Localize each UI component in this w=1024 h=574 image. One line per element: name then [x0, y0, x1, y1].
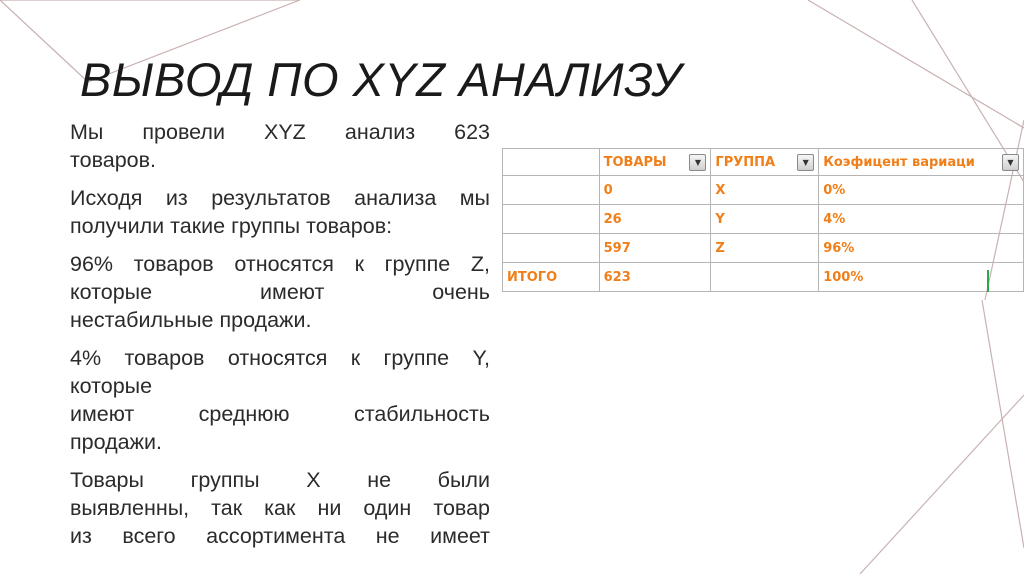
paragraph-line: получили такие группы товаров:: [70, 214, 393, 238]
table-cell[interactable]: 0%: [819, 176, 1024, 205]
slide-title: ВЫВОД ПО XYZ АНАЛИЗУ: [80, 53, 682, 106]
table-cell[interactable]: 0: [599, 176, 711, 205]
paragraph-1: [70, 118, 490, 174]
paragraph-5: [70, 466, 490, 550]
slide-body: [70, 118, 490, 560]
table-cell[interactable]: Y: [711, 205, 819, 234]
table-cell[interactable]: [503, 234, 600, 263]
table-cell[interactable]: 100%: [819, 263, 1024, 292]
table-cell[interactable]: 623: [599, 263, 711, 292]
header-label: ГРУППА: [715, 154, 776, 170]
table-cell[interactable]: 597: [599, 234, 711, 263]
xyz-results-table: [502, 148, 1024, 292]
header-cell-goods[interactable]: [599, 149, 711, 176]
selection-edge-marker: [987, 270, 989, 292]
table-total-row: [503, 263, 1024, 292]
paragraph-line: Исходя из результатов анализа мы: [70, 186, 490, 210]
paragraph-line: товаров.: [70, 148, 157, 172]
table-cell[interactable]: [503, 176, 600, 205]
table-cell[interactable]: [711, 263, 819, 292]
paragraph-line: из всего ассортимента не имеет: [70, 524, 490, 548]
paragraph-line: выявленны, так как ни один товар: [70, 496, 490, 520]
paragraph-2: [70, 184, 490, 240]
header-cell-group[interactable]: [711, 149, 819, 176]
table-cell[interactable]: [503, 205, 600, 234]
paragraph-line: которые: [70, 374, 153, 398]
header-label: ТОВАРЫ: [603, 154, 667, 170]
table-cell[interactable]: 4%: [819, 205, 1024, 234]
paragraph-4: [70, 344, 490, 456]
paragraph-line: продажи.: [70, 430, 162, 454]
table-row: [503, 205, 1024, 234]
table-cell[interactable]: 26: [599, 205, 711, 234]
header-cell-empty: [503, 149, 600, 176]
table-cell-total-label[interactable]: ИТОГО: [503, 263, 600, 292]
paragraph-line: 96% товаров относятся к группе Z,: [70, 252, 490, 276]
paragraph-line: нестабильные продажи.: [70, 308, 312, 332]
table-cell[interactable]: 96%: [819, 234, 1024, 263]
paragraph-line: которые имеют очень: [70, 280, 490, 304]
filter-dropdown-icon[interactable]: ▼: [689, 154, 706, 171]
paragraph-line: Товары группы X не были: [70, 468, 490, 492]
paragraph-line: 4% товаров относятся к группе Y,: [70, 346, 490, 370]
paragraph-3: [70, 250, 490, 334]
filter-dropdown-icon[interactable]: ▼: [797, 154, 814, 171]
header-cell-variation[interactable]: [819, 149, 1024, 176]
table-header-row: [503, 149, 1024, 176]
paragraph-line: Мы провели XYZ анализ 623: [70, 120, 490, 144]
filter-dropdown-icon[interactable]: ▼: [1002, 154, 1019, 171]
table-row: [503, 234, 1024, 263]
table-cell[interactable]: Z: [711, 234, 819, 263]
table-cell[interactable]: X: [711, 176, 819, 205]
header-label: Коэфицент вариаци: [823, 154, 975, 170]
paragraph-line: имеют среднюю стабильность: [70, 402, 490, 426]
table-row: [503, 176, 1024, 205]
